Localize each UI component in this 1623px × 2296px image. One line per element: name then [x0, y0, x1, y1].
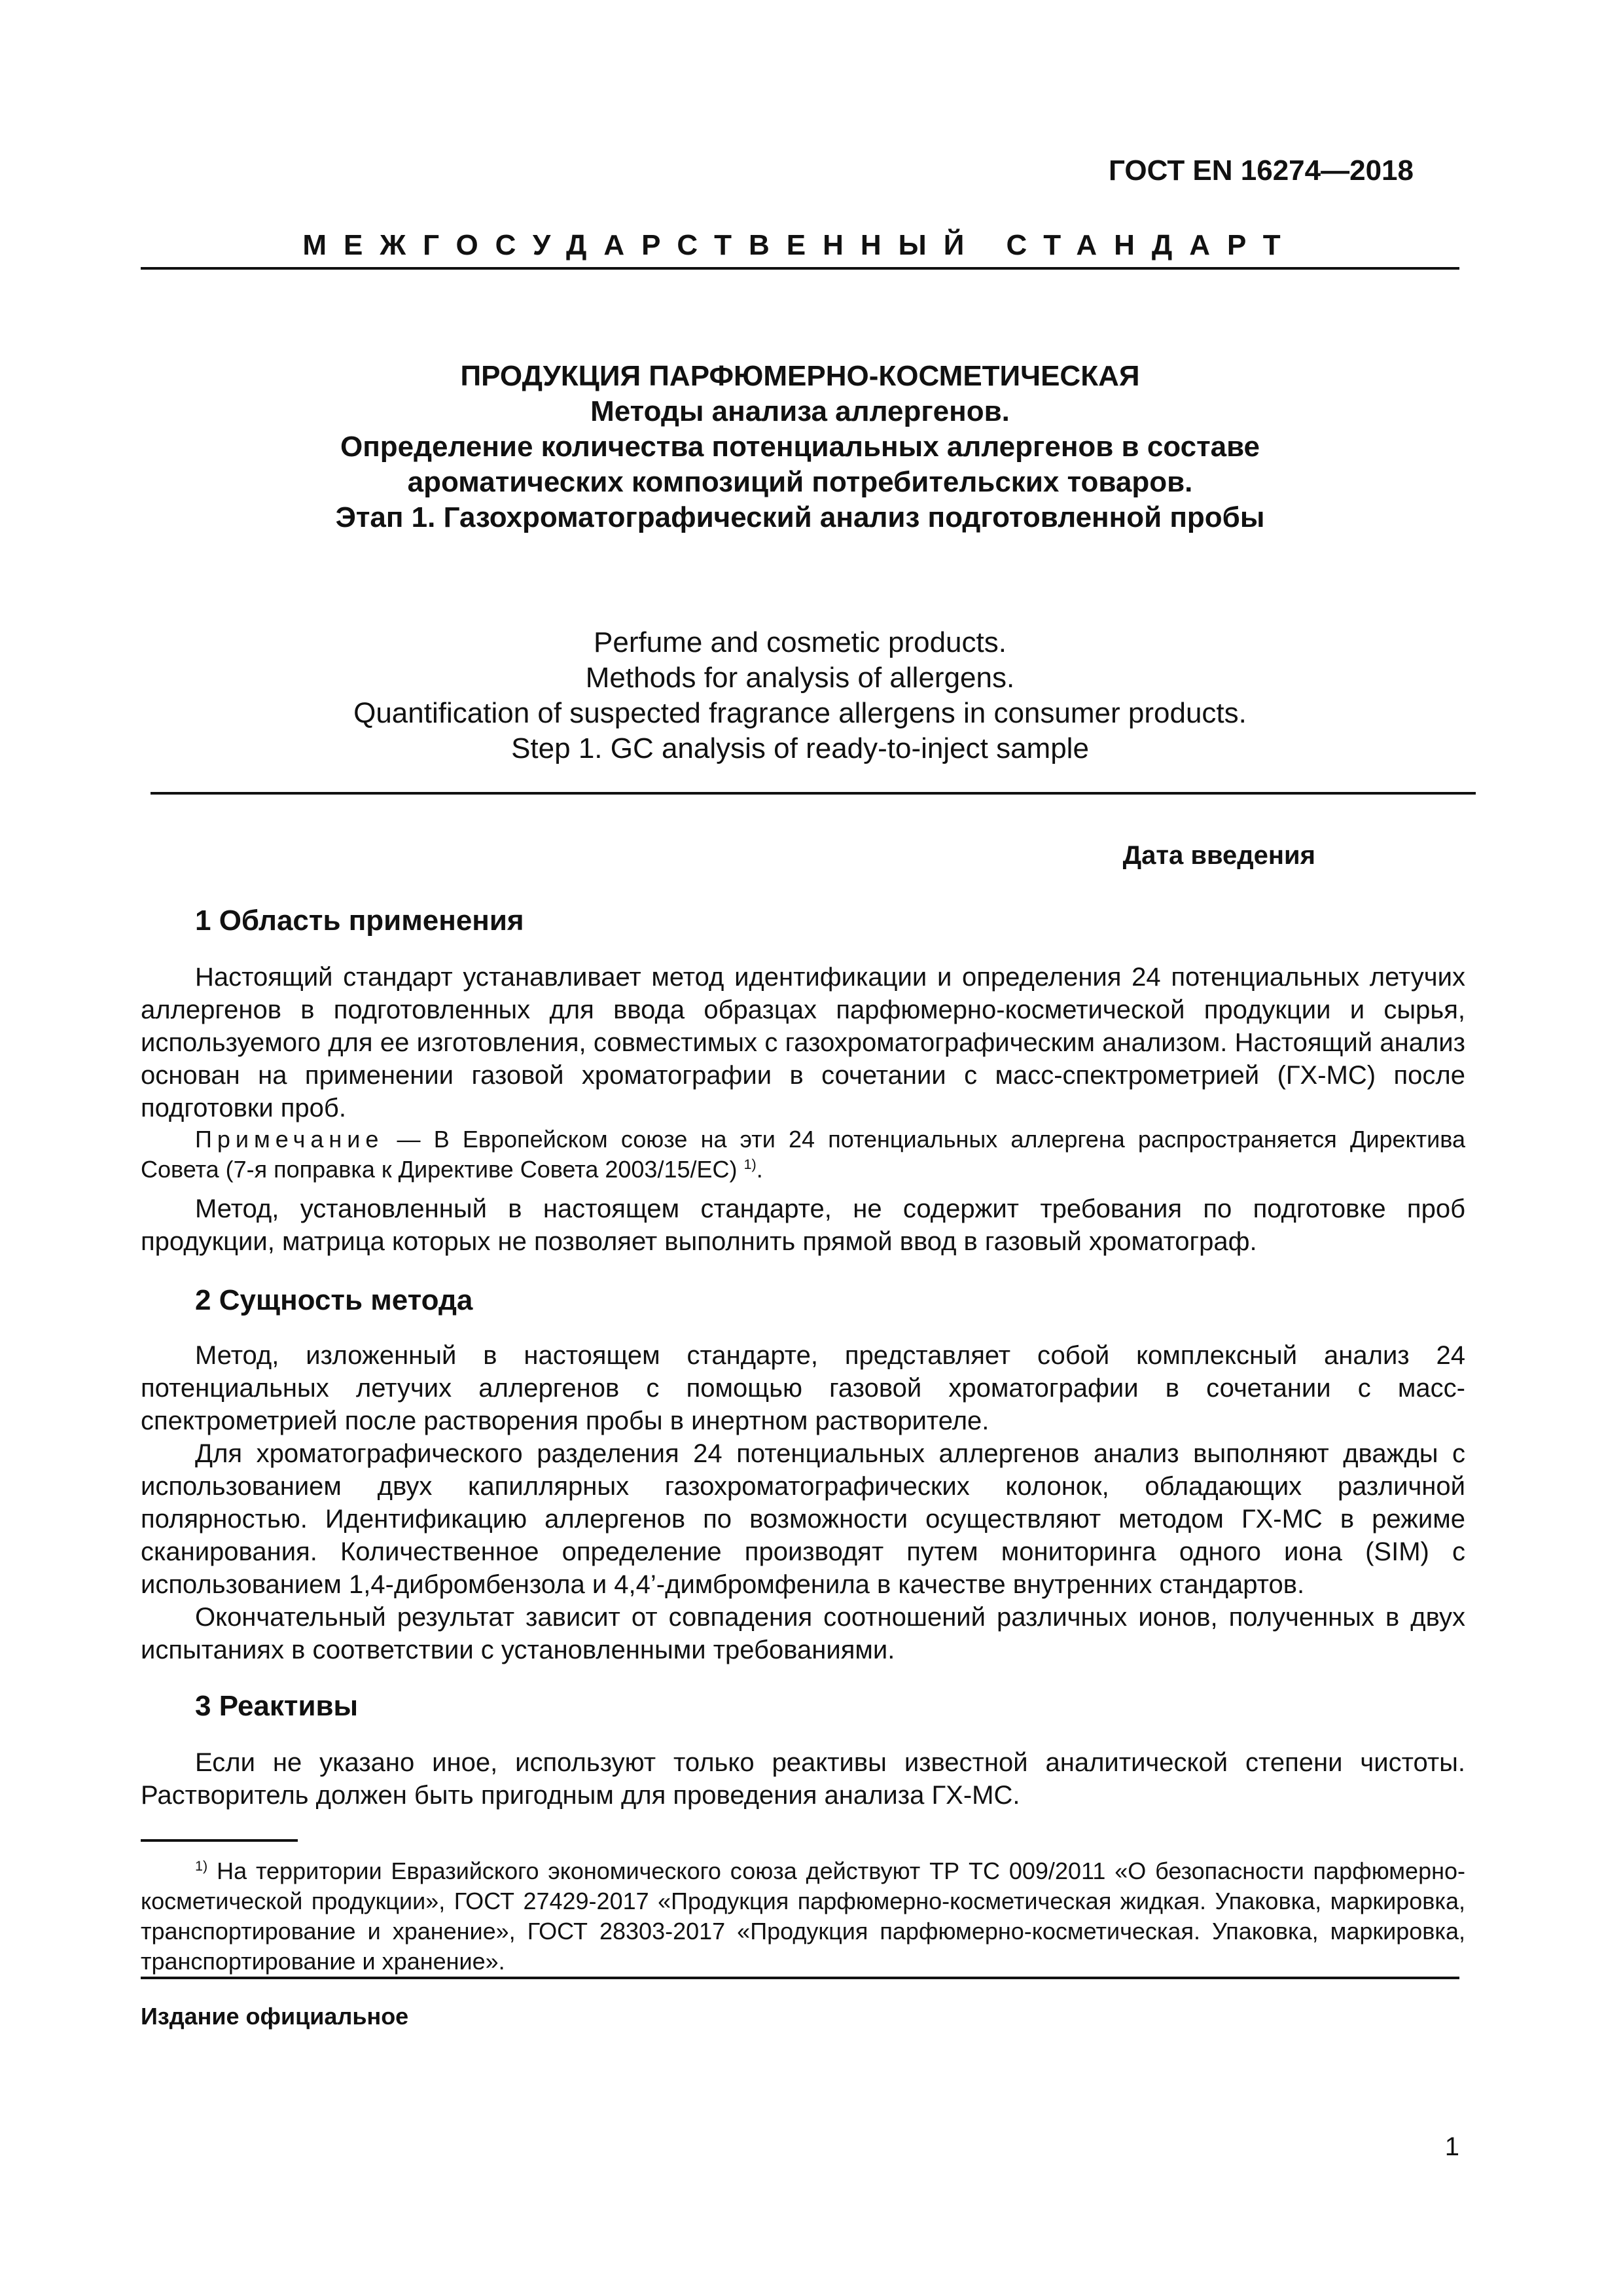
title-en-line: Perfume and cosmetic products. — [594, 626, 1007, 658]
note-label: Примечание — [195, 1126, 384, 1153]
edition-label: Издание официальное — [141, 2003, 409, 2030]
paragraph-principle-2: Для хроматографического разделения 24 потенциальных аллергенов анализ выполняют дважды с использованием двух капиллярных газохроматографических колонок, обладающих различной полярностью. Идентификацию аллергенов по возможности осуществляют методом ГХ-МС в режиме сканирования. Количественное определение производят путем мониторинга одного иона (SIM) с использованием 1,4-дибромбензола и 4,4’-димбромфенила в качестве внутренних стандартов. — [141, 1439, 1465, 1599]
footnote-marker: 1) — [195, 1857, 208, 1874]
gost-code: ГОСТ EN 16274—2018 — [1109, 154, 1414, 187]
title-en — [141, 625, 1459, 766]
title-ru-line: ароматических композиций потребительских товаров. — [407, 466, 1193, 498]
section-heading-scope: 1 Область применения — [195, 905, 524, 937]
section-heading-principle: 2 Сущность метода — [195, 1284, 473, 1316]
paragraph-reagents-1: Если не указано иное, используют только реактивы известной аналитической степени чистоты. Растворитель должен быть пригодным для проведения анализа ГХ-МС. — [141, 1748, 1465, 1810]
footer-rule — [141, 1977, 1459, 1979]
title-ru-line: Этап 1. Газохроматографический анализ подготовленной пробы — [335, 501, 1265, 533]
footnote-rule — [141, 1839, 298, 1842]
paragraph-scope-2: Метод, установленный в настоящем стандарте, не содержит требования по подготовке проб продукции, матрица которых не позволяет выполнить прямой ввод в газовый хроматограф. — [141, 1194, 1465, 1256]
title-en-line: Quantification of suspected fragrance allergens in consumer products. — [353, 697, 1247, 729]
footnote-text: На территории Евразийского экономического союза действуют ТР ТС 009/2011 «О безопасности парфюмерно-косметической продукции», ГОСТ 27429-2017 «Продукция парфюмерно-косметическая жидкая. Упаковка, маркировка, транспортирование и хранение», ГОСТ 28303-2017 «Продукция парфюмерно-косметическая. Упаковка, маркировка, транспортирование и хранение». — [141, 1857, 1465, 1975]
intro-date-label: Дата введения — [1122, 841, 1315, 870]
note-text: — В Европейском союзе на эти 24 потенциальных аллергена распространяется Директива Совета (7-я поправка к Директиве Совета 2003/15/ЕС) — [141, 1126, 1465, 1183]
page-number: 1 — [1444, 2132, 1459, 2161]
paragraph-principle-1: Метод, изложенный в настоящем стандарте, представляет собой комплексный анализ 24 потенциальных летучих аллергенов с помощью газовой хроматографии в сочетании с масс-спектрометрией после растворения пробы в инертном растворителе. — [141, 1341, 1465, 1435]
note-footnote-ref[interactable]: 1) — [743, 1156, 757, 1172]
note-end: . — [756, 1156, 763, 1183]
title-ru — [141, 359, 1459, 535]
title-ru-line: ПРОДУКЦИЯ ПАРФЮМЕРНО-КОСМЕТИЧЕСКАЯ — [460, 360, 1140, 392]
footnote — [141, 1856, 1465, 1977]
banner-rule — [141, 267, 1459, 270]
title-en-line: Step 1. GC analysis of ready-to-inject sample — [511, 732, 1089, 764]
paragraph-principle-3: Окончательный результат зависит от совпадения соотношений различных ионов, полученных в двух испытаниях в соответствии с установленными требованиями. — [141, 1603, 1465, 1664]
title-ru-line: Методы анализа аллергенов. — [590, 395, 1010, 427]
title-rule — [151, 792, 1476, 795]
title-ru-line: Определение количества потенциальных аллергенов в составе — [340, 431, 1260, 463]
note-paragraph — [141, 1124, 1465, 1185]
paragraph-scope-1: Настоящий стандарт устанавливает метод идентификации и определения 24 потенциальных летучих аллергенов в подготовленных для ввода образцах парфюмерно-косметической продукции и сырья, используемого для ее изготовления, совместимых с газохроматографическим анализом. Настоящий анализ основан на применении газовой хроматографии в сочетании с масс-спектрометрией (ГХ-МС) после подготовки проб. — [141, 963, 1465, 1122]
title-en-line: Methods for analysis of allergens. — [585, 662, 1015, 694]
section-heading-reagents: 3 Реактивы — [195, 1690, 359, 1722]
standard-banner: МЕЖГОСУДАРСТВЕННЫЙ СТАНДАРТ — [302, 229, 1298, 261]
